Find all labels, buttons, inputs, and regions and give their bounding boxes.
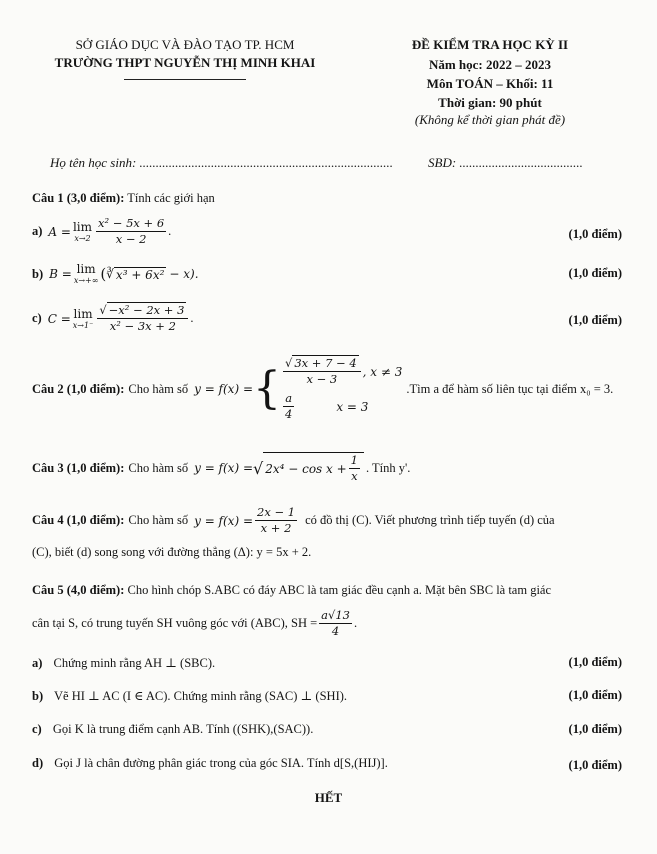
- question-1a: a) A = lim x→2 $\frac{\text{x² − 5x + 6}}{x - 2}$ .: [32, 216, 172, 246]
- exam-title: ĐỀ KIỂM TRA HỌC KỲ II: [411, 37, 569, 52]
- question-1b-points: (1,0 điểm): [568, 266, 622, 280]
- question-1-title: Câu 1 (3,0 điểm):: [32, 191, 125, 205]
- exam-time: Thời gian: 90 phút: [438, 95, 542, 110]
- question-1c: c) C = lim x→1⁻ $\frac{\text{√ −x² − 2x + 3}}{\text{x² − 3x + 2}}$ .: [32, 303, 194, 333]
- piecewise-brace: {: [253, 363, 281, 414]
- question-5a: a) Chứng minh rằng AH ⊥ (SBC).: [32, 656, 216, 670]
- question-1-text: Tính các giới hạn: [127, 191, 215, 205]
- header-underline: [124, 79, 246, 80]
- question-3: Câu 3 (1,0 điểm): Cho hàm số y = f(x) = √ 2x⁴ − cos x + $\frac{1}{x}$ . Tính y'.: [32, 453, 411, 483]
- question-1: [32, 191, 215, 206]
- question-5b: b) Vẽ HI ⊥ AC (I ∈ AC). Chứng minh rằng (SAC) ⊥ (SHI).: [32, 689, 348, 703]
- question-4: Câu 4 (1,0 điểm): Cho hàm số y = f(x) = $\frac{2x - 1}{x + 2}$ có đồ thị (C). Viết phương trình tiếp tuyến (d) của: [32, 505, 555, 535]
- student-name-field: Họ tên học sinh: ..............................................................................: [50, 155, 394, 170]
- question-5-line2: cân tại S, có trung tuyến SH vuông góc với (ABC), SH = $\frac{a√13}{4}$ .: [32, 608, 358, 638]
- question-5d-points: (1,0 điểm): [568, 758, 622, 772]
- question-1c-points: (1,0 điểm): [568, 313, 622, 327]
- sbd-field: SBD: ......................................: [428, 155, 583, 170]
- end-marker: HẾT: [314, 790, 343, 805]
- question-5d: d) Gọi J là chân đường phân giác trong của góc SIA. Tính d[S,(HIJ)].: [32, 756, 388, 770]
- school-year: Năm học: 2022 – 2023: [428, 57, 552, 72]
- question-1b: b) B = lim x→+∞ ( ∛ x³ + 6x² − x).: [32, 262, 199, 285]
- school-name: TRƯỜNG THPT NGUYỄN THỊ MINH KHAI: [54, 55, 316, 70]
- piecewise-cases: $\frac{√ 3x + 7 - 4}{x - 3}$ , x ≠ 3 $\frac{a}{4}$ x = 3: [285, 356, 403, 421]
- question-5a-points: (1,0 điểm): [568, 655, 622, 669]
- question-1a-points: (1,0 điểm): [568, 227, 622, 241]
- question-5c-points: (1,0 điểm): [568, 722, 622, 736]
- question-4-line2: (C), biết (d) song song với đường thẳng (Δ): y = 5x + 2.: [32, 545, 312, 559]
- question-5b-points: (1,0 điểm): [568, 688, 622, 702]
- subject: Môn TOÁN – Khối: 11: [426, 76, 554, 91]
- question-5: Câu 5 (4,0 điểm): Cho hình chóp S.ABC có đáy ABC là tam giác đều cạnh a. Mặt bên SBC là tam giác: [32, 583, 552, 597]
- department-name: SỞ GIÁO DỤC VÀ ĐÀO TẠO TP. HCM: [75, 37, 295, 52]
- question-5c: c) Gọi K là trung điểm cạnh AB. Tính ((SHK),(SAC)).: [32, 722, 314, 736]
- question-2: Câu 2 (1,0 điểm): Cho hàm số y = f(x) = { $\frac{√ 3x + 7 - 4}{x - 3}$ , x ≠ 3 $\frac{a}{4}$ x = 3 .Tìm a để hàm số liên tục tại điểm x₀ = 3.: [32, 356, 614, 421]
- time-note: (Không kể thời gian phát đề): [414, 112, 566, 127]
